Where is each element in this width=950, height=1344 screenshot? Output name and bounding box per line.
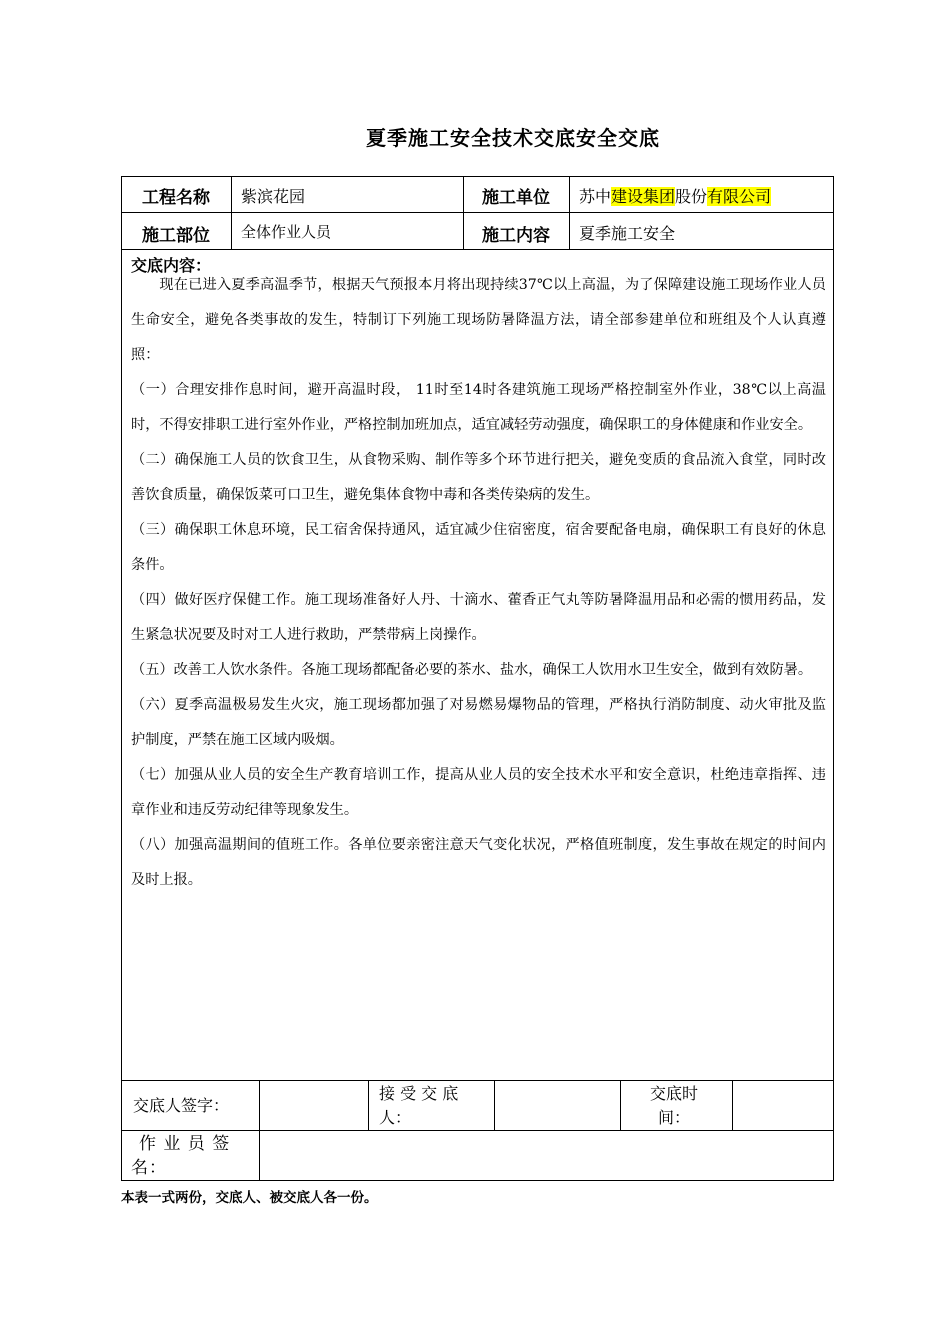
worker-signature-field[interactable] bbox=[260, 1131, 833, 1180]
signature-top-divider bbox=[121, 1080, 834, 1081]
time-label-line-1: 交底时 bbox=[650, 1084, 699, 1103]
presenter-signature-field[interactable] bbox=[260, 1081, 367, 1129]
item-7: （七）加强从业人员的安全生产教育培训工作，提高从业人员的安全技术水平和安全意识，杜绝违章指挥、违章作业和违反劳动纪律等现象发生。 bbox=[131, 767, 826, 818]
presenter-signature-label: 交底人签字： bbox=[133, 1096, 230, 1115]
construction-unit-value bbox=[579, 184, 771, 207]
worker-label-line-1: 作 业 员 签 bbox=[139, 1134, 231, 1154]
item-8: （八）加强高温期间的值班工作。各单位要亲密注意天气变化状况，严格值班制度，发生事故在规定的时间内及时上报。 bbox=[131, 837, 826, 888]
unit-value-highlight-2: 有限公司 bbox=[707, 187, 772, 206]
intro-paragraph: 现在已进入夏季高温季节，根据天气预报本月将出现持续37℃以上高温，为了保障建设施工现场作业人员生命安全，避免各类事故的发生，特制订下列施工现场防暑降温方法，请全部参建单位和班组及个人认真遵照： bbox=[131, 277, 826, 363]
disclosure-content-label: 交底内容： bbox=[131, 256, 212, 275]
document-title: 夏季施工安全技术交底安全交底 bbox=[366, 126, 660, 150]
item-1: （一）合理安排作息时间，避开高温时段， 11时至14时各建筑施工现场严格控制室外作业，38℃以上高温时，不得安排职工进行室外作业，严格控制加班加点，适宜减轻劳动强度，确保职工的身体健康和作业安全。 bbox=[131, 382, 826, 433]
receiver-label-line-2: 人： bbox=[379, 1108, 412, 1127]
header-row-divider bbox=[121, 212, 834, 213]
item-4: （四）做好医疗保健工作。施工现场准备好人丹、十滴水、藿香正气丸等防暑降温用品和必需的惯用药品，发生紧急状况要及时对工人进行救助，严禁带病上岗操作。 bbox=[131, 592, 826, 643]
construction-content-value: 夏季施工安全 bbox=[579, 224, 676, 243]
footer-note: 本表一式两份，交底人、被交底人各一份。 bbox=[121, 1190, 378, 1206]
signature-col-divider-2 bbox=[368, 1080, 369, 1130]
worker-signature-label bbox=[131, 1132, 230, 1180]
unit-value-highlight-1: 建设集团 bbox=[611, 187, 676, 206]
item-2: （二）确保施工人员的饮食卫生，从食物采购、制作等多个环节进行把关，避免变质的食品流入食堂，同时改善饮食质量，确保饭菜可口卫生，避免集体食物中毒和各类传染病的发生。 bbox=[131, 452, 826, 503]
worker-label-line-2: 名： bbox=[131, 1158, 167, 1178]
disclosure-time-field[interactable] bbox=[733, 1081, 833, 1129]
construction-part-label: 施工部位 bbox=[142, 226, 210, 246]
receiver-label-line-1: 接 受 交 底 bbox=[379, 1084, 459, 1103]
project-name-value: 紫滨花园 bbox=[241, 187, 306, 206]
item-3: （三）确保职工休息环境，民工宿舍保持通风，适宜减少住宿密度，宿舍要配备电扇，确保职工有良好的休息条件。 bbox=[131, 522, 826, 573]
construction-part-value: 全体作业人员 bbox=[241, 223, 332, 241]
item-5: （五）改善工人饮水条件。各施工现场都配备必要的茶水、盐水，确保工人饮用水卫生安全，做到有效防暑。 bbox=[131, 662, 813, 678]
construction-unit-label: 施工单位 bbox=[482, 188, 550, 208]
time-label-line-2: 间： bbox=[658, 1108, 691, 1127]
receiver-label bbox=[379, 1082, 458, 1130]
disclosure-content-body bbox=[131, 268, 826, 898]
item-6: （六）夏季高温极易发生火灾，施工现场都加强了对易燃易爆物品的管理，严格执行消防制度、动火审批及监护制度，严禁在施工区域内吸烟。 bbox=[131, 697, 826, 748]
project-name-label: 工程名称 bbox=[142, 188, 210, 208]
unit-value-part-1: 苏中 bbox=[579, 187, 612, 206]
construction-content-label: 施工内容 bbox=[482, 226, 550, 246]
receiver-signature-field[interactable] bbox=[495, 1081, 619, 1129]
signature-col-divider-4 bbox=[620, 1080, 621, 1130]
disclosure-time-label bbox=[650, 1082, 698, 1130]
header-col-divider-3 bbox=[569, 176, 570, 249]
header-col-divider-1 bbox=[231, 176, 232, 249]
header-bottom-divider bbox=[121, 249, 834, 250]
unit-value-part-3: 股份 bbox=[675, 187, 708, 206]
